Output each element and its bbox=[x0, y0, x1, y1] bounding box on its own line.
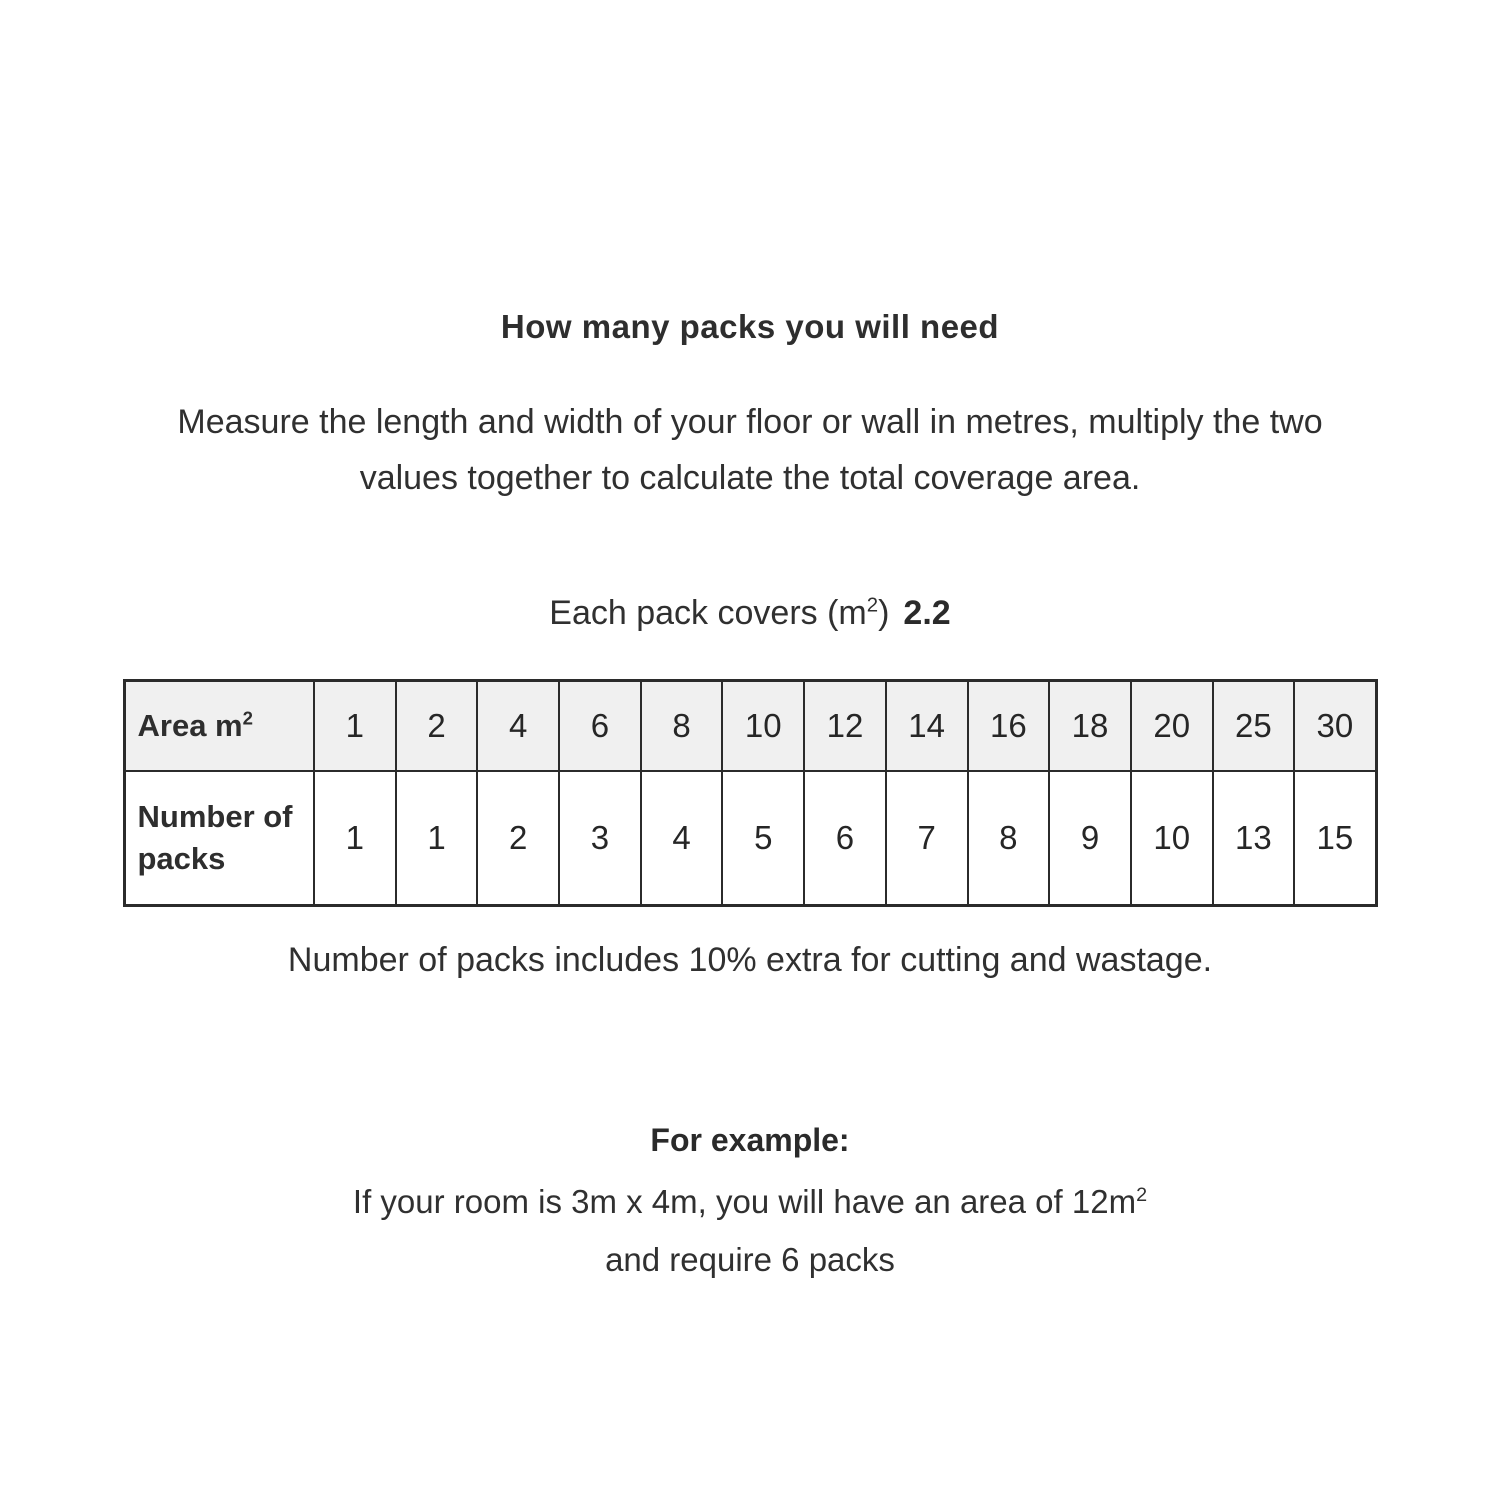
example-line1-text: If your room is 3m x 4m, you will have an area of 12m bbox=[352, 1183, 1137, 1221]
coverage-line bbox=[0, 594, 1500, 633]
packs-cell: 6 bbox=[804, 771, 886, 906]
coverage-value: 2.2 bbox=[903, 594, 951, 633]
area-cell: 6 bbox=[559, 681, 641, 771]
intro-paragraph: Measure the length and width of your floor or wall in metres, multiply the two values together to calculate the total coverage area. bbox=[177, 403, 1323, 498]
coverage-superscript: 2 bbox=[866, 594, 879, 617]
coverage-label-suffix: ) bbox=[878, 594, 890, 633]
packs-cell: 8 bbox=[968, 771, 1050, 906]
area-cell: 10 bbox=[722, 681, 804, 771]
area-cell: 8 bbox=[641, 681, 723, 771]
area-cell: 1 bbox=[314, 681, 396, 771]
area-cell: 4 bbox=[477, 681, 559, 771]
wastage-note: Number of packs includes 10% extra for cutting and wastage. bbox=[287, 941, 1213, 980]
packs-cell: 13 bbox=[1213, 771, 1295, 906]
example-heading: For example: bbox=[650, 1122, 850, 1159]
packs-cell: 4 bbox=[641, 771, 723, 906]
area-row-label-text: Area m bbox=[137, 708, 243, 744]
area-row-label-superscript: 2 bbox=[242, 707, 253, 729]
example-line2: and require 6 packs bbox=[605, 1241, 895, 1279]
packs-table bbox=[123, 679, 1378, 907]
packs-row-label: Number of packs bbox=[124, 771, 314, 906]
packs-cell: 7 bbox=[886, 771, 968, 906]
packs-cell: 5 bbox=[722, 771, 804, 906]
example-line1-superscript: 2 bbox=[1136, 1184, 1148, 1207]
example-line1 bbox=[0, 1183, 1500, 1221]
area-cell: 30 bbox=[1294, 681, 1376, 771]
packs-cell: 2 bbox=[477, 771, 559, 906]
table-row-packs bbox=[124, 771, 1376, 906]
area-cell: 14 bbox=[886, 681, 968, 771]
example-section bbox=[0, 1122, 1500, 1279]
table-row-area bbox=[124, 681, 1376, 771]
area-cell: 2 bbox=[396, 681, 478, 771]
area-cell: 20 bbox=[1131, 681, 1213, 771]
area-cell: 18 bbox=[1049, 681, 1131, 771]
packs-cell: 3 bbox=[559, 771, 641, 906]
packs-cell: 10 bbox=[1131, 771, 1213, 906]
coverage-label-prefix: Each pack covers (m bbox=[549, 594, 867, 633]
packs-cell: 1 bbox=[396, 771, 478, 906]
area-cell: 12 bbox=[804, 681, 886, 771]
packs-cell: 1 bbox=[314, 771, 396, 906]
page bbox=[0, 308, 1500, 1500]
page-title: How many packs you will need bbox=[500, 308, 1000, 345]
area-row-label bbox=[124, 681, 314, 771]
area-cell: 16 bbox=[968, 681, 1050, 771]
area-cell: 25 bbox=[1213, 681, 1295, 771]
packs-cell: 15 bbox=[1294, 771, 1376, 906]
packs-cell: 9 bbox=[1049, 771, 1131, 906]
